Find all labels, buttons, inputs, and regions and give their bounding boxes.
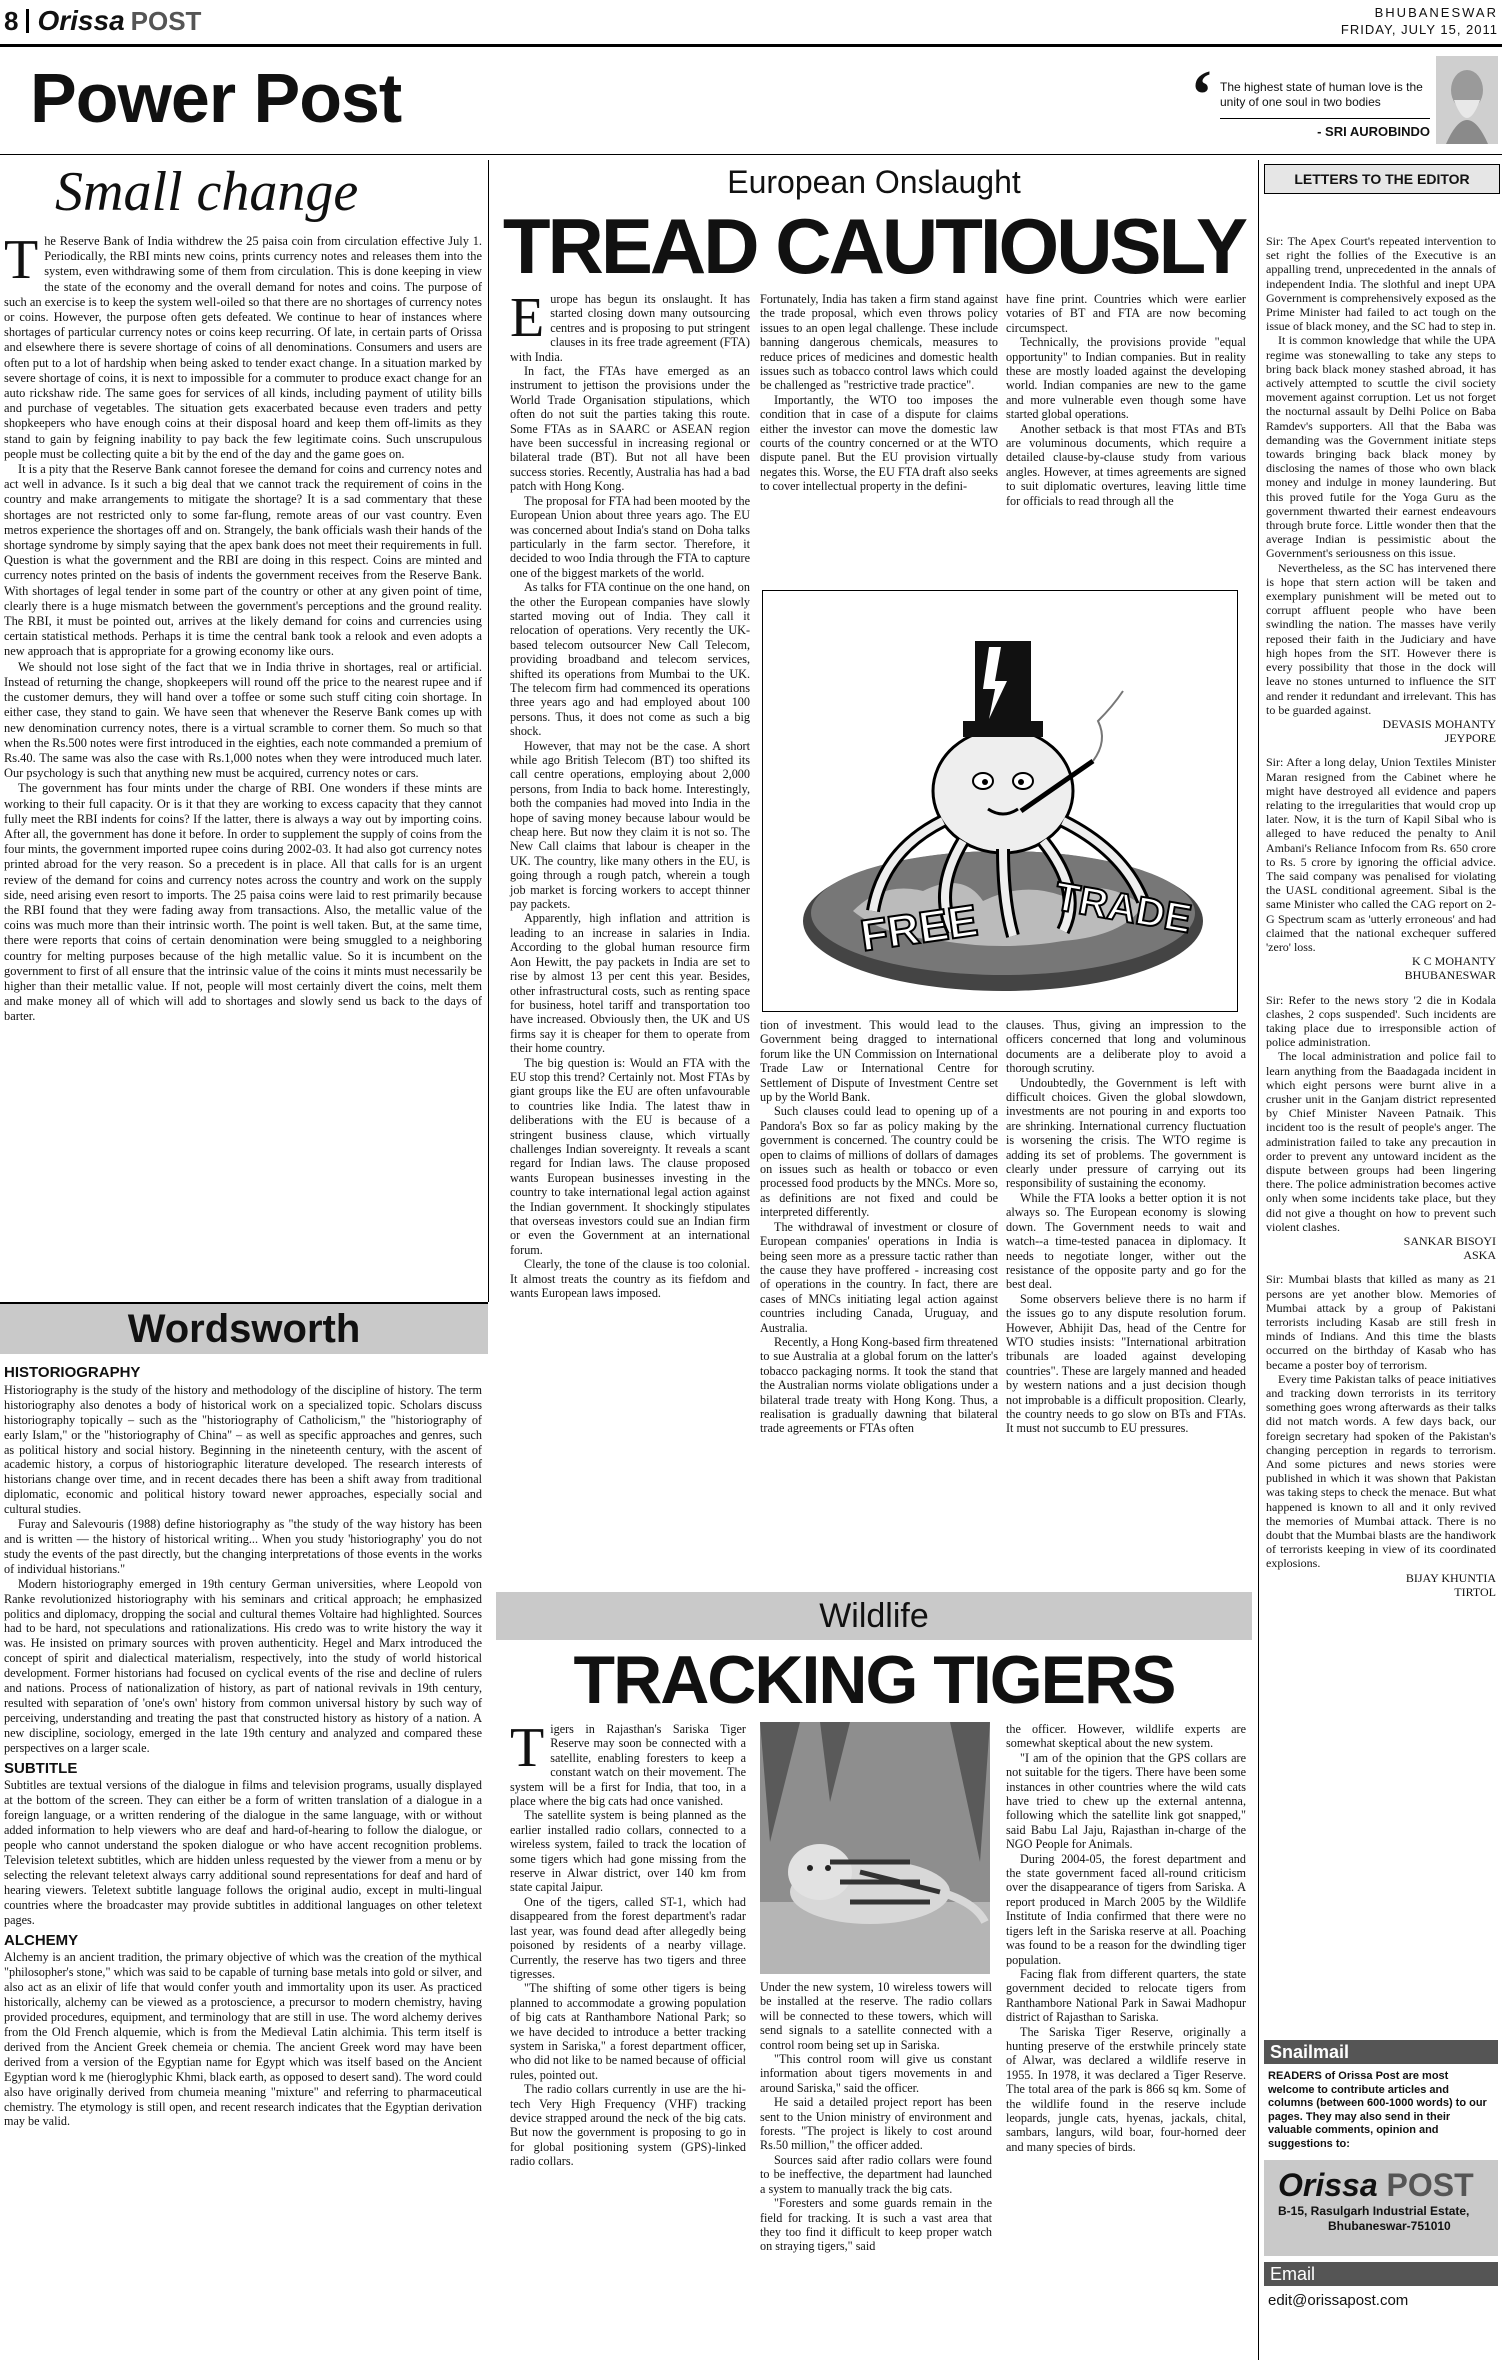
- tiger-paragraph: Sources said after radio collars were found to be ineffective, the department had launched a system to manually track the big cats.: [760, 2152, 992, 2196]
- snailmail-address-box: [1264, 2160, 1498, 2256]
- masthead-left: [4, 4, 201, 38]
- letter-place: TIRTOL: [1454, 1584, 1496, 1599]
- lead-headline: TREAD CAUTIOUSLY: [502, 202, 1246, 290]
- lead-paragraph: have fine print. Countries which were earlier votaries of BT and FTA are now becoming circumspect.: [1006, 292, 1246, 335]
- lead-paragraph: Apparently, high inflation and attrition is leading to an increase in salaries in India. According to the global human resource firm Aon Hewitt, the pay packets in India are set to rise by almost 13 per cent this year. Besides, other infrastructural costs, such as renting space for business, hotel tariff and transportation too have increased. Obviously then, the UK and US firms say it is cheaper for them to operate from their home country.: [510, 911, 750, 1056]
- octopus-globe-icon: [763, 591, 1237, 1011]
- cartoon-trade-text: TRADE: [1051, 874, 1195, 942]
- snailmail-logo-1: Orissa: [1278, 2167, 1378, 2203]
- lead-paragraph: The big question is: Would an FTA with the EU stop this trend? Certainly not. Most FTAs by giant groups like the EU are often unfavourable to countries like India. The latest thaw in deliberations with the EU is because of a stringent business clause, which virtually challenges Indian sovereignty. It reveals a scant regard for Indian laws. The clause proposed wants European businesses investing in the country to take international legal action against the Indian government. It shockingly stipulates that overseas investors could sue an Indian firm or even the Government at an international forum.: [510, 1055, 750, 1257]
- letter-name: K C MOHANTY: [1412, 954, 1496, 969]
- portrait-icon: [1436, 56, 1498, 144]
- letter-paragraph: Nevertheless, as the SC has intervened there is hope that stern action will be taken and exemplary punishment will be meted out to corrupt affluent people who have been swindling the nation. The masses have verily reposed their faith in the Judiciary and have high hopes from the SIT. However there is every possibility that those in the dock will leave no stones unturned to influence the SIT and render it redundant and irrelevant. This has to be guarded against.: [1266, 560, 1496, 717]
- tiger-col-3: [1006, 1722, 1246, 2154]
- lead-paragraph: Recently, a Hong Kong-based firm threatened to sue Australia at a global forum on the latter's tobacco packaging norms. It took the stand that the Australian norms violate obligations under a bilateral trade treaty with Hong Kong. Thus, a realisation is gradually dawning that bilateral trade agreements or FTAs often: [760, 1334, 998, 1436]
- letter-name: DEVASIS MOHANTY: [1382, 716, 1496, 731]
- editorial-paragraph: he Reserve Bank of India withdrew the 25 paisa coin from circulation effective July 1. Periodically, the RBI mints new coins, prints currency notes and releases them into the system, even withdrawing some of them from circulation. This is done keeping in view the state of the economy and the overall demand for notes and coins. The purpose of such an exercise is to keep the system well-oiled so that there are no shortages of currency notes or coins. However, the purpose often gets defeated. We continue to hear of instances where shortages of particular currency notes or coins keep recurring. Of late, in certain parts of Orissa and elsewhere there is severe shortage of coins of all denominations. Consumers and users are often put to a lot of hardship when being asked to tender exact change. In a situation marked by severe shortage of coins, it is next to impossible for a commuter to produce exact change for an auto rickshaw ride. The same goes for services of all kinds, including payment of utility bills and purchase of vegetables. The situation gets exacerbated because even traders and petty shopkeepers who have enough coins at their disposal hoard and keep them off-limits as they stand to gain by feigning inability to pay back the few legitimate coins. Such unscrupulous people must be collecting quite a bit by the end of the day and the game goes on.: [4, 234, 482, 461]
- drop-cap: T: [4, 229, 39, 291]
- tiger-paragraph: Under the new system, 10 wireless towers will be installed at the reserve. The radio collars will be connected to these towers, which will send signals to a satellite connected with a control room being set up in Sariska.: [760, 1980, 992, 2052]
- lead-paragraph: As talks for FTA continue on the one hand, on the other the European companies have slowly started moving out of India. They call it relocation of operations. Very recently the UK-based telecom outsourcer New Call Telecom, providing broadband and telecom services, shifted its operations from Mumbai to the UK. The telecom firm had commenced its operations three years ago and had employed about 100 persons. Thus, it does not come as such a big shock.: [510, 580, 750, 739]
- paper-name: Orissa: [37, 5, 125, 36]
- lead-paragraph: In fact, the FTAs have emerged as an instrument to jettison the provisions under the World Trade Organisation stipulations, which often do not suit the parties taking this route. Some FTAs as in SAARC or ASEAN region have been successful in increasing regional or bilateral trade (BT). But not all have been success stories. Recently, Australia has had a bad patch with Hong Kong.: [510, 364, 750, 494]
- tiger-paragraph: "I am of the opinion that the GPS collars are not suitable for the tigers. There have been some instances in other countries where the wild cats have tried to chew up the external antenna, following which the satellite link got snapped," said Babu Lal Jaju, Rajasthan in-charge of the NGO People for Animals.: [1006, 1750, 1246, 1852]
- snailmail-address-2: Bhubaneswar-751010: [1328, 2219, 1451, 2233]
- letters-body: [1266, 234, 1496, 1609]
- editorial-paragraph: We should not lose sight of the fact that we in India thrive in shortages, real or artificial. Instead of returning the change, shopkeepers will round off the price to the nearest rupee and if the customer demurs, they will hand over a toffee or some such stuff citing coin shortage. In either case, they stand to gain. We have seen that whenever the Reserve Bank comes up with new denomination currency notes, there is a virtual scramble to corner them. So much so that when the Rs.500 notes were first introduced in the eighties, each note commanded a premium of Rs.40. The same was also the case with Rs.1,000 notes when they were introduced much later. Our psychology is such that anything new must be acquired, currency notes or cars.: [4, 659, 482, 781]
- letters-title: LETTERS TO THE EDITOR: [1264, 164, 1500, 194]
- ww-paragraph: Historiography is the study of the history and methodology of the discipline of history. The term historiography also denotes a body of historical work on a specialized topic. Scholars discuss historiography topically – such as the "historiography of Catholicism," the "historiography of early Islam," or the "historiography of China" – as well as specific approaches and genres, such as political history and social history. Beginning in the nineteenth century, with the ascent of academic history, a corpus of historiographic literature developed. The research interests of historians change over time, and in recent decades there has been a shift away from traditional diplomatic, economic and political history toward newer approaches, especially social and cultural studies.: [4, 1382, 482, 1517]
- lead-paragraph: clauses. Thus, giving an impression to the officers concerned that long and voluminous documents are a deliberate ploy to avoid a thorough scrutiny.: [1006, 1018, 1246, 1076]
- quote-text: The highest state of human love is the unity of one soul in two bodies: [1220, 80, 1423, 109]
- date: FRIDAY, JULY 15, 2011: [1340, 22, 1498, 37]
- quote-rule: [1220, 118, 1430, 119]
- snailmail-text: READERS of Orissa Post are most welcome to contribute articles and columns (between 600-1000 words) to our pages. They may also send in their valuable comments, opinion and suggestions to:: [1268, 2070, 1487, 2150]
- lead-paragraph: Undoubtedly, the Government is left with difficult choices. Given the global slowdown, investments are not pouring in and exports too are shrinking. International currency fluctuation is worsening the crisis. The WTO regime is adding its set of problems. The government is clearly under pressure of carrying out its responsibility of sustaining the economy.: [1006, 1075, 1246, 1191]
- letter-name: BIJAY KHUNTIA: [1405, 1570, 1496, 1585]
- lead-paragraph: urope has begun its onslaught. It has started closing down many outsourcing centres and is proposing to put stringent clauses in its free trade agreement (FTA) with India.: [510, 292, 750, 364]
- tiger-paragraph: "This control room will give us constant information about tigers movements in and around Sariska," said the officer.: [760, 2052, 992, 2095]
- letter-paragraph: Sir: After a long delay, Union Textiles Minister Maran resigned from the Cabinet where he might have destroyed all evidence and papers relating to the irregularities that would crop up later. Now, it is the turn of Kapil Sibal who is alleged to have reduced the penalty to Anil Ambani's Reliance Infocom from Rs. 650 crore to Rs. 5 crore by ignoring the official advice. The said company was penalised for violating the UASL conditional agreement. Sibal is the same Minister who called the CAG report on 2-G Spectrum scam as 'utterly erroneous' and had claimed that the national exchequer suffered 'zero' loss.: [1266, 755, 1496, 954]
- masthead-rule: [0, 44, 1502, 47]
- lead-paragraph: The withdrawal of investment or closure of European companies' operations in India is being seen more as a pressure tactic rather than the cause they have proffered - increasing cost of operations in the country. In fact, there are cases of MNCs initiating legal action against countries including Canada, Uruguay, and Australia.: [760, 1219, 998, 1335]
- subtitle-heading: SUBTITLE: [4, 1759, 78, 1777]
- email-title: Email: [1264, 2262, 1498, 2286]
- snailmail-address-1: B-15, Rasulgarh Industrial Estate,: [1278, 2204, 1470, 2218]
- tiger-paragraph: the officer. However, wildlife experts are somewhat skeptical about the new system.: [1006, 1722, 1246, 1751]
- email-address[interactable]: edit@orissapost.com: [1268, 2292, 1409, 2309]
- ww-paragraph: Subtitles are textual versions of the dialogue in films and television programs, usually displayed at the bottom of the screen. They can either be a form of written translation of a dialogue in a foreign language, or a written rendering of the dialogue in the same language, with or without added information to help viewers who are deaf and hard-of-hearing to follow the dialogue, or people who cannot understand the spoken dialogue or who have accent recognition problems. Television teletext subtitles, which are hidden unless requested by the viewer from a menu or by selecting the relevant teletext always carry additional sound representations for deaf and hard of hearing viewers. Teletext subtitle language follows the original audio, except in multi-lingual countries where the broadcaster may provide subtitles in additional languages on other teletext pages.: [4, 1778, 482, 1927]
- editorial-paragraph: The government has four mints under the charge of RBI. One wonders if these mints are working to their full capacity. Or is it that they are working to excess capacity that they cannot fully meet the RBI indents for coins? If the latter, there is always a way out by importing coins. After all, the government has done it before. In order to supplement the supply of coins from the four mints, the government imported rupee coins during 2002-03. It had also got currency notes printed abroad for the very reason. So a precedent is in place. All that calls for is an urgent review of the demand for coins and currency notes across the country and work on the supply side, need arising even resort to imports. The 25 paisa coins were laid to rest primarily because the RBI found that they were fading away from transactions. Also, the metallic value of the coins was much more than their intrinsic worth. The point is well taken. But, at the same time, there were reports that coins of certain denomination were being smuggled to a neighboring country for melting purposes because of the high metallic value. So it is incumbent on the government to first of all ensure that the intrinsic value of the coins it mints must necessarily be higher than their metallic value. If not, people will most certainly divert the coins, melt them and make money all of which will add to shortages and slowly send us back to the days of barter.: [4, 781, 482, 1024]
- masthead-right: [1341, 4, 1498, 38]
- tiger-icon: [760, 1722, 990, 1974]
- quote-mark-icon: ‘: [1190, 57, 1214, 134]
- snailmail-title: Snailmail: [1264, 2040, 1498, 2064]
- letter-paragraph: Sir: Mumbai blasts that killed as many as 21 persons are yet another blow. Memories of Mumbai attack by a group of Pakistani terrorists including Kasab are still fresh in minds of Indians. And this time the blasts occurred on the birthday of Kasab who has became a poster boy of terrorism.: [1266, 1272, 1496, 1372]
- lead-paragraph: While the FTA looks a better option it is not always so. The European economy is slowing down. The Government needs to wait and watch--a time-tested panacea in diplomacy. It needs to negotiate longer, wither out the resistance of the opposite party and go for the best deal.: [1006, 1190, 1246, 1292]
- divider-2: [1258, 160, 1259, 2360]
- tiger-paragraph: Facing flak from different quarters, the state government decided to relocate tigers from Ranthambore National Park in Sawai Madhopur district of Rajasthan to Sariska.: [1006, 1966, 1246, 2025]
- tiger-paragraph: "The shifting of some other tigers is being planned to accommodate a growing population of big cats at Ranthambore National Park; so we have decided to introduce a better tracking system in Sariska," a forest department officer, who did not like to be named because of official rules, pointed out.: [510, 1981, 746, 2082]
- tiger-headline: TRACKING TIGERS: [573, 1642, 1175, 1718]
- lead-paragraph: tion of investment. This would lead to the Government being dragged to international forum like the UN Commission on International Trade Law or International Centre for Settlement of Dispute of Investment Centre set up by the World Bank.: [760, 1018, 998, 1105]
- paper-name-2: POST: [130, 5, 202, 36]
- drop-cap: E: [510, 287, 545, 349]
- letter-item: [1266, 1272, 1496, 1599]
- lead-col-3-bottom: [1006, 1018, 1246, 1436]
- tiger-paragraph: The satellite system is being planned as the earlier installed radio collars, connected to a wireless system, failed to track the location of some tigers which had gone missing from the reserve in Alwar district, over 140 km from state capital Jaipur.: [510, 1808, 746, 1895]
- lead-paragraph: Importantly, the WTO too imposes the condition that in case of a dispute for claims either the investor can move the domestic law courts of the country concerned or at the WTO dispute panel. But the EU provision virtually negates this. Worse, the EU FTA draft also seeks to cover intellectual property in the defini-: [760, 392, 998, 494]
- wordsworth-title: Wordsworth: [0, 1302, 488, 1354]
- letter-place: BHUBANESWAR: [1404, 968, 1496, 983]
- editorial-body: [4, 229, 482, 1025]
- letter-paragraph: Sir: The Apex Court's repeated intervention to set right the follies of the Executive is an appalling trend, unprecedented in the annals of independent India. The slothful and inept UPA Government is comprehensively exposed as the Prime Minister had failed to act tough on the issue of black money, and the SC had to step in.: [1266, 234, 1496, 334]
- tiger-kicker: Wildlife: [496, 1592, 1252, 1640]
- city: BHUBANESWAR: [1374, 5, 1498, 20]
- cartoon-free-text: FREE: [857, 896, 981, 961]
- letter-name: SANKAR BISOYI: [1403, 1234, 1496, 1249]
- tiger-photo: [760, 1722, 990, 1974]
- lead-kicker: European Onslaught: [727, 164, 1021, 200]
- quote-author: - SRI AUROBINDO: [1317, 124, 1430, 139]
- lead-paragraph: However, that may not be the case. A short while ago British Telecom (BT) too shifted its call centre operations, employing about 2,000 persons, from India to back home. Interestingly, both the companies had moved into India in the hope of saving money because labour would be cheap here. But now they claim it is not so. The New Call claims that labour is cheaper in the UK. The country, like many others in the EU, is going through a rough patch, wherein a tough job market is forcing workers to accept thinner pay packets.: [510, 738, 750, 912]
- letter-place: ASKA: [1463, 1248, 1496, 1263]
- wordsworth-body: [4, 1360, 482, 2129]
- lead-paragraph: Another setback is that most FTAs and BTs are voluminous documents, which require a detailed clause-by-clause study from various angles. However, at times agreements are signed to suit diplomatic overtures, leaving little time for officials to read through all the: [1006, 421, 1246, 508]
- lead-col-2-top: [760, 292, 998, 494]
- snailmail-logo-2: POST: [1386, 2167, 1474, 2203]
- lead-paragraph: Clearly, the tone of the clause is too colonial. It almost treats the country as its fiefdom and wants European laws imposed.: [510, 1257, 750, 1301]
- free-trade-cartoon: [762, 590, 1238, 1012]
- tiger-paragraph: The Sariska Tiger Reserve, originally a hunting preserve of the erstwhile princely state of Alwar, was declared a wildlife reserve in 1955. In 1978, it was declared a Tiger Reserve. The total area of the park is 866 sq km. Some of the wildlife found in the reserve include leopards, jungle cats, hyenas, jackals, chital, sambars, langurs, wild boar, four-horned deer and many species of birds.: [1006, 2024, 1246, 2154]
- letter-paragraph: Every time Pakistan talks of peace initiatives and tracking down terrorists in its territory something goes wrong afterwards as their talks did not match words. A few days back, our foreign secretary had spoken of the Pakistan's changing perception in regards to terrorism. And some pictures and news stories were published in which it was shown that Pakistan was taking steps to check the menace. But what happened is known to all and it only revived the memories of Mumbai attack. There is no doubt that the Mumbai blasts are the handiwork of terrorists keeping in view of its coordinated explosions.: [1266, 1371, 1496, 1571]
- snailmail-logo: [1264, 2160, 1498, 2204]
- letter-paragraph: It is common knowledge that while the UPA regime was stonewalling to take any steps to bring back black money stashed abroad, it has actively attempted to scuttle the civil society movement against corruption. Let us not forget the nocturnal assault by Delhi Police on Baba Ramdev's supporters. All that the Baba was demanding was the Government initiate steps towards bringing back black money by disclosing the names of those who own black money and indulge in money laundering. But this proved futile for the Yoga Guru as the government thwarted their earnest endeavours through brute force. Little wonder then that the average Indian is pessimistic about the Government's seriousness on this issue.: [1266, 333, 1496, 561]
- tiger-paragraph: The radio collars currently in use are the hi-tech Very High Frequency (VHF) tracking device strapped around the neck of the big cats. But now the government is proposing to go in for global positioning system (GPS)-linked radio collars.: [510, 2082, 746, 2169]
- ww-paragraph: Modern historiography emerged in 19th century German universities, where Leopold von Ranke revolutionized historiography with his seminars and critical approach; he emphasized politics and diplomacy, dropping the social and cultural themes Voltaire had highlighted. Sources had to be hard, not speculations and rationalizations. His credo was to write history the way it was. He insisted on primary sources with proven authenticity. Hegel and Marx introduced the concept of spirit and dialectical materialism, respectively, into the study of world historical development. Former historians had focused on cyclical events of the rise and decline of rulers and nations. Process of nationalization of history, as part of national revivals in 19th century, resulted with separation of 'one's own' history from common universal history by such way of perceiving, understanding and treating the past that constructed history as history of a nation. A new discipline, sociology, emerged in the late 19th century and analyzed and compared these perspectives on a larger scale.: [4, 1576, 482, 1755]
- letter-paragraph: The local administration and police fail to learn anything from the Baadagada incident in which eight persons were burnt alive in a crusher unit in the Ganjam district represented by Chief Minister Naveen Patnaik. This incident too is the result of people's anger. The administration failed to take any precaution in order to prevent any untoward incident as the dispute between groups had been lingering there. The police administration becomes active only when some incidents take place, but they did not give a thought on how to prevent such violent clashes.: [1266, 1049, 1496, 1234]
- lead-paragraph: The proposal for FTA had been mooted by the European Union about three years ago. The EU was concerned about India's stand on Doha talks particularly in the farm sector. Therefore, it decided to woo India through the FTA to capture one of the biggest markets of the world.: [510, 493, 750, 580]
- section-title: Power Post: [30, 59, 402, 137]
- editorial-title: Small change: [55, 161, 359, 223]
- page-number: 8: [4, 5, 19, 36]
- header-rule: [0, 154, 1502, 155]
- tiger-paragraph: He said a detailed project report has been sent to the Union ministry of environment and forests. "The project is likely to cost around Rs.50 million," the officer added.: [760, 2095, 992, 2153]
- lead-paragraph: Fortunately, India has taken a firm stand against the trade proposal, which even throws policy issues to an open legal challenge. These include banning dangerous chemicals, measures to reduce prices of medicines and domestic health issues such as tobacco control laws which could be challenged as "restrictive trade practice".: [760, 292, 998, 393]
- tiger-col-1: [510, 1717, 746, 2169]
- drop-cap: T: [510, 1717, 545, 1779]
- letter-place: JEYPORE: [1444, 731, 1496, 746]
- ww-paragraph: Furay and Salevouris (1988) define historiography as "the study of the way history has been and is written — the history of historical writing... When you study 'historiography' you do not study the events of the past directly, but the changing interpretations of those events in the works of individual historians.": [4, 1517, 482, 1576]
- editorial-paragraph: It is a pity that the Reserve Bank cannot foresee the demand for coins and currency notes and act well in advance. Is it such a big deal that we cannot track the requirement of coins in the country and make arrangements to mitigate the shortage? It is a sad commentary that these shortages are not restricted only to some far-flung, remote areas of our vast country. Even metros experience the shortages off and on. Strangely, the bank officials wash their hands of the shortage syndrome by simply saying that the apex bank does not meet their requirements in full. Question is what the government and the RBI are doing in this respect. Coins are minted and currency notes printed on the basis of indents the government receives from the Reserve Bank. With shortages of legal tender in some part of the country or other at any given point of time, clearly there is a huge mismatch between the government's perceptions and the ground reality. The RBI, it must be pointed out, arrives at the likely demand for coins and currencies using certain statistical methods. Perhaps it is time the central bank took a relook and even adopts a new approach that is appropriate for a growing economy like ours.: [4, 462, 482, 659]
- lead-paragraph: Some observers believe there is no harm if the issues go to any dispute resolution forum. However, Abhijit Das, head of the Centre for WTO studies insists: "International arbitration tribunals are loaded against developing countries". These are largely manned and headed by western nations and a just decision though not improbable is a difficult proposition. Clearly, the country needs to go slow on BTs and FTAs. It must not succumb to EU pressures.: [1006, 1291, 1246, 1436]
- alchemy-heading: ALCHEMY: [4, 1931, 79, 1949]
- letter-item: [1266, 993, 1496, 1263]
- letter-item: [1266, 234, 1496, 745]
- author-portrait: [1436, 56, 1498, 144]
- letter-item: [1266, 755, 1496, 982]
- tiger-paragraph: During 2004-05, the forest department and the state government faced all-round criticism over the disappearance of tigers from Sariska. A report produced in March 2005 by the Wildlife Institute of India confirmed that there were no tigers left in the Sariska reserve at all. Poaching was found to be a reason for the dwindling tiger population.: [1006, 1851, 1246, 1967]
- separator: [26, 9, 29, 33]
- tiger-paragraph: igers in Rajasthan's Sariska Tiger Reserve may soon be connected with a satellite, enabling foresters to keep a constant watch on their movement. The system will be a first for India, that too, in a place where the big cats had once vanished.: [510, 1722, 746, 1809]
- lead-col-2-bottom: [760, 1018, 998, 1436]
- divider-1: [488, 160, 489, 1302]
- lead-paragraph: Technically, the provisions provide "equal opportunity" to Indian companies. But in reality these are mostly loaded against the developing world. Indian companies are new to the game and more vulnerable even though some have started global operations.: [1006, 335, 1246, 422]
- tiger-paragraph: "Foresters and some guards remain in the field for tracking. It is such a vast area that they too find it difficult to keep proper watch on straying tigers," said: [760, 2196, 992, 2254]
- lead-paragraph: Such clauses could lead to opening up of a Pandora's Box so far as policy making by the government is concerned. The country could be open to claims of millions of dollars of damages on issues such as health or tobacco or even processed food products by the MNCs. More so, as definitions are not fixed and could be interpreted differently.: [760, 1104, 998, 1220]
- tiger-paragraph: One of the tigers, called ST-1, which had disappeared from the forest department's radar last year, was found dead after allegedly being poisoned by residents of a nearby village. Currently, the reserve has two tigers and three tigresses.: [510, 1894, 746, 1981]
- lead-col-1: [510, 287, 750, 1301]
- letter-paragraph: Sir: Refer to the news story '2 die in Kodala clashes, 2 cops suspended'. Such incidents are taking place due to irresponsible action of police administration.: [1266, 992, 1496, 1050]
- ww-paragraph: Alchemy is an ancient tradition, the primary objective of which was the creation of the mythical "philosopher's stone," which was said to be capable of turning base metals into gold or silver, and also act as an elixir of life that would confer youth and immortality upon its user. As practiced historically, alchemy can be viewed as a protoscience, a precursor to modern chemistry, having provided procedures, equipment, and terminology that are still in use. The word alchemy derives from the Old French alquemie, which is from the Medieval Latin alchimia. This term itself is derived from the Ancient Greek chemeia or chemia. The ancient Greek word may have been derived from a version of the Egyptian name for Egypt which was itself based on the Ancient Egyptian word k me (hieroglyphic Khmi, black earth, as opposed to desert sand). The word could also have originally derived from chumeia meaning "mixture" and referring to pharmaceutical chemistry. The etymology is still open, and recent research indicates that the Egyptian derivation may be valid.: [4, 1950, 482, 2129]
- lead-col-3-top: [1006, 292, 1246, 508]
- tiger-col-2: [760, 1980, 992, 2254]
- historiography-heading: HISTORIOGRAPHY: [4, 1364, 141, 1381]
